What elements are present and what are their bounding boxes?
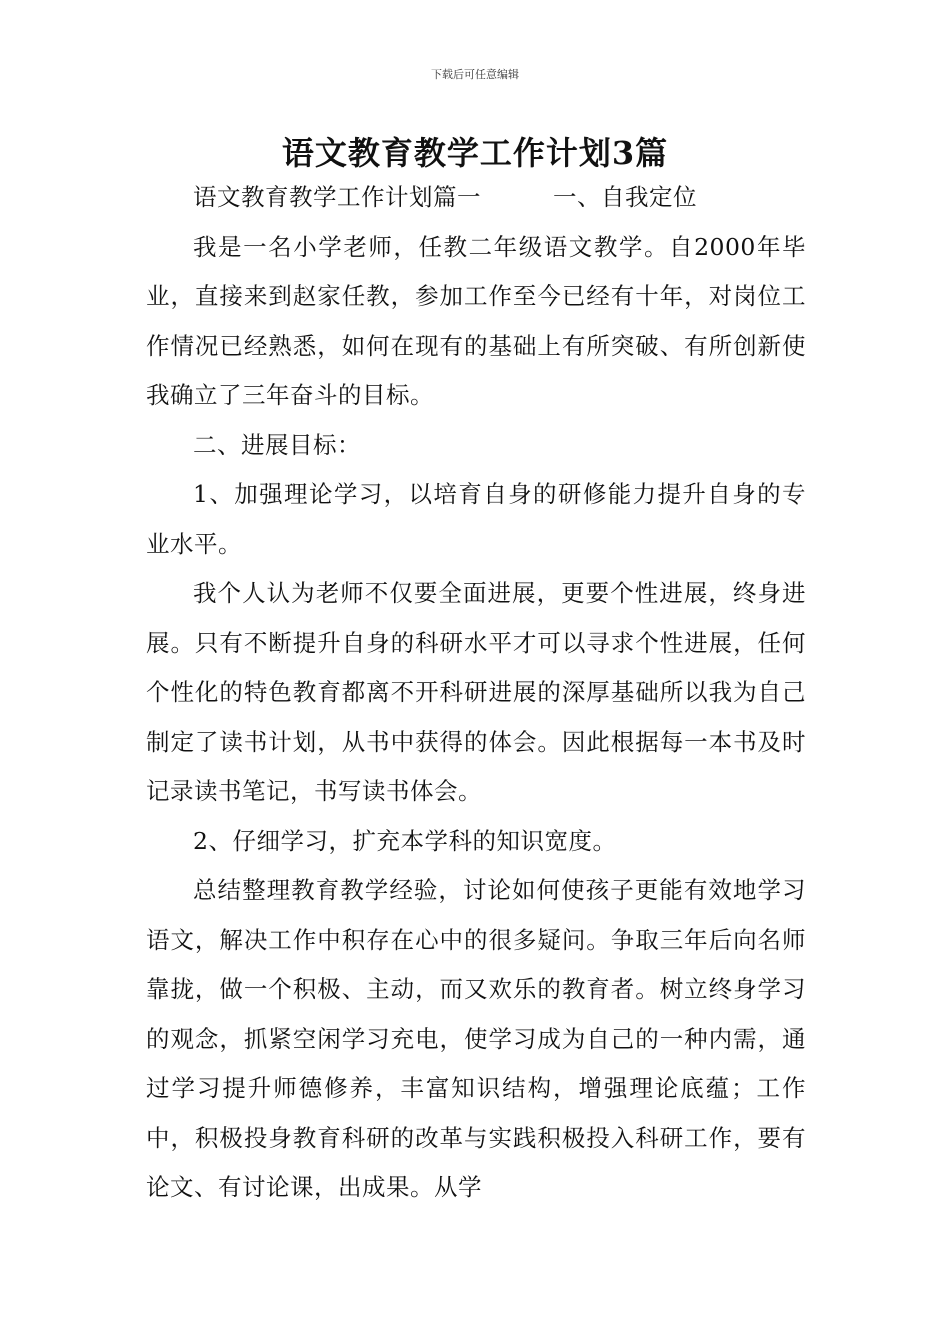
paragraph-goal-2-detail: 总结整理教育教学经验，讨论如何使孩子更能有效地学习语文，解决工作中积存在心中的很多疑问。争取三年后向名师靠拢，做一个积极、主动，而又欢乐的教育者。树立终身学习的观念，抓紧空闲学习充电，使学习成为自己的一种内需，通过学习提升师德修养，丰富知识结构，增强理论底蕴；工作中，积极投身教育科研的改革与实践积极投入科研工作，要有论文、有讨论课，出成果。从学 [146,876,806,1201]
paragraph-goal-2: 2、仔细学习，扩充本学科的知识宽度。 [193,826,617,855]
paragraph-self-position: 我是一名小学老师，任教二年级语文教学。自2000年毕业，直接来到赵家任教，参加工作至今已经有十年，对岗位工作情况已经熟悉，如何在现有的基础上有所突破、有所创新使我确立了三年奋斗的目标。 [146,232,806,409]
paragraph-goal-1: 1、加强理论学习，以培育自身的研修能力提升自身的专业水平。 [146,480,806,558]
header-note: 下载后可任意编辑 [431,68,519,81]
document-title: 语文教育教学工作计划3篇 [281,134,669,172]
document-body [146,173,806,1213]
paragraph-goal-1-detail: 我个人认为老师不仅要全面进展，更要个性进展，终身进展。只有不断提升自身的科研水平才可以寻求个性进展，任何个性化的特色教育都离不开科研进展的深厚基础所以我为自己制定了读书计划，从书中获得的体会。因此根据每一本书及时记录读书笔记，书写读书体会。 [146,579,806,805]
paragraph-heading-goals: 二、进展目标： [193,430,361,459]
subtitle-line: 语文教育教学工作计划篇一 一、自我定位 [193,183,697,211]
